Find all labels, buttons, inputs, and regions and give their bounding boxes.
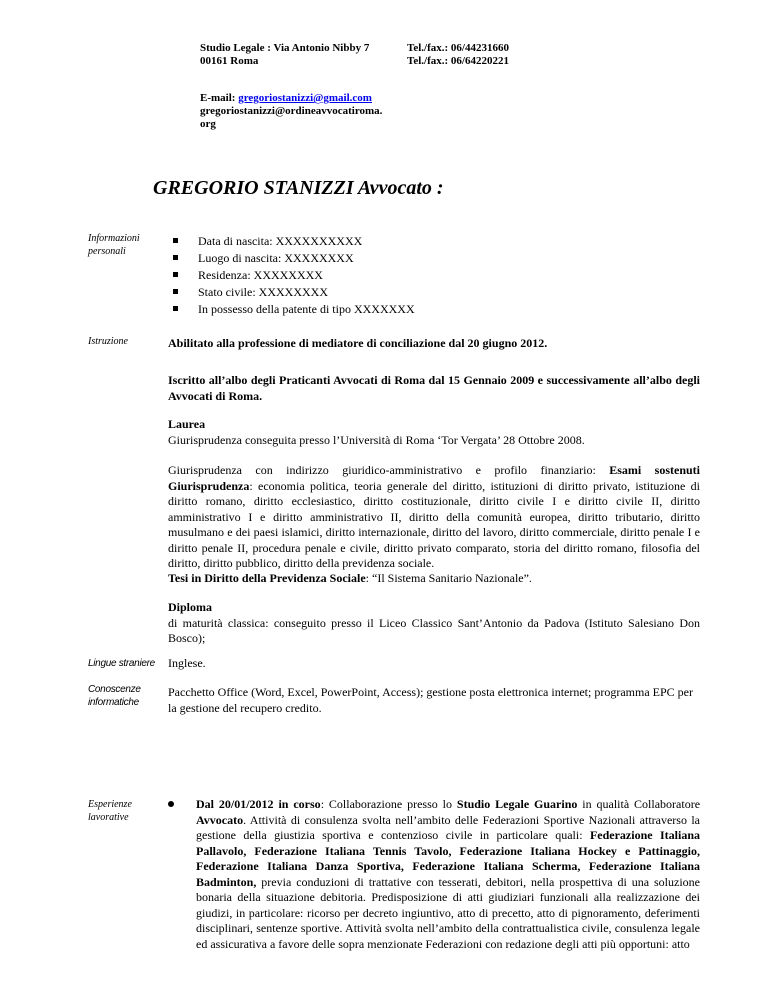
laurea-text: Giurisprudenza conseguita presso l’Università di Roma ‘Tor Vergata’ 28 Ottobre 2008. bbox=[168, 432, 585, 447]
diploma-block bbox=[168, 600, 700, 647]
phone-line-1: Tel./fax.: 06/44231660 bbox=[407, 42, 509, 54]
email2-line-1: gregoriostanizzi@ordineavvocatiroma. bbox=[200, 105, 383, 117]
list-item: Luogo di nascita: XXXXXXXX bbox=[173, 250, 415, 267]
list-item: Residenza: XXXXXXXX bbox=[173, 267, 415, 284]
section-label-languages: Lingue straniere bbox=[88, 658, 155, 669]
phone-line-2: Tel./fax.: 06/64220221 bbox=[407, 55, 509, 67]
header-phones bbox=[407, 42, 509, 68]
list-item: Data di nascita: XXXXXXXXXX bbox=[173, 233, 415, 250]
experience-entry bbox=[168, 797, 700, 994]
header-email bbox=[200, 92, 382, 131]
page-title: GREGORIO STANIZZI Avvocato : bbox=[153, 177, 444, 199]
experience-text: Dal 20/01/2012 in corso: Collaborazione presso lo Studio Legale Guarino in qualità Collaboratore Avvocato. Attività di consulenza svolta nell’ambito delle Federazioni Sportive Nazionali attraverso la gestione della giustizia sportiva e contenzioso civile in particolare quali: Federazione Italiana Pallavolo, Federazione Italiana Tennis Tavolo, Federazione Italiana Hockey e Pattinaggio, Federazione Italiana Danza Sportiva, Federazione Italiana Scherma, Federazione Italiana Badminton, previa conduzioni di trattative con tesserati, debitori, nella prospettiva di una soluzione bonaria della situazione debitoria. Predisposizione di atti giudiziari funzionali alla realizzazione dei giudizi, in particolare: ricorso per decreto ingiuntivo, atto di precetto, atto di pignoramento, deferimenti disciplinari, sentenze sportive. Attività svolta nell’ambito della contrattualistica civile, consulenza legale ed assicurativa a favore delle sopra menzionate Federazioni con redazione degli atti più opportuni: atto bbox=[196, 797, 700, 951]
email-line bbox=[200, 92, 382, 105]
tesi-label: Tesi in Diritto della Previdenza Sociale bbox=[168, 571, 366, 585]
mediatore-text: Abilitato alla professione di mediatore di conciliazione dal 20 giugno 2012. bbox=[168, 336, 548, 350]
email-label: E-mail: bbox=[200, 92, 236, 104]
section-label-education: Istruzione bbox=[88, 336, 128, 347]
laurea-block bbox=[168, 417, 700, 448]
list-item: In possesso della patente di tipo XXXXXXX bbox=[173, 301, 415, 318]
section-label-computer: Conoscenze informatiche bbox=[88, 684, 141, 708]
languages-text: Inglese. bbox=[168, 656, 206, 670]
list-item: Stato civile: XXXXXXXX bbox=[173, 284, 415, 301]
esami-text: : economia politica, teoria generale del diritto, istituzioni di diritto privato, istituzione di diritto romano, diritto ecclesiastico, diritto costituzionale, diritto civile I e diritto civile II, diritto amministrativo I e diritto amministrativo II, diritto della comunità europea, diritto tributario, diritto musulmano e dei paesi islamici, diritto internazionale, diritto del lavoro, diritto commerciale, diritto penale I e diritto penale II, procedura penale e civile, diritto privato comparato, storia del diritto romano, filosofia del diritto, diritto pubblico, diritto della previdenza sociale. bbox=[168, 478, 700, 570]
personal-info-list bbox=[173, 233, 415, 318]
address-line-1: Studio Legale : Via Antonio Nibby 7 bbox=[200, 42, 370, 54]
tesi-line bbox=[168, 571, 700, 587]
email2-line-2: org bbox=[200, 118, 216, 130]
computer-text: Pacchetto Office (Word, Excel, PowerPoint, Access); gestione posta elettronica internet; programma EPC per la gestione del recupero credito. bbox=[168, 685, 693, 715]
section-label-experience: Esperienze lavorative bbox=[88, 799, 132, 823]
esami-label: Esami sostenuti Giurisprudenza bbox=[168, 463, 700, 493]
esami-paragraph bbox=[168, 463, 700, 572]
tesi-text: : “Il Sistema Sanitario Nazionale”. bbox=[365, 571, 532, 585]
diploma-text: di maturità classica: conseguito presso il Liceo Classico Sant’Antonio da Padova (Istituto Salesiano Don Bosco); bbox=[168, 615, 700, 645]
address-line-2: 00161 Roma bbox=[200, 55, 259, 67]
section-label-personal: Informazioni personali bbox=[88, 233, 140, 257]
email-link[interactable]: gregoriostanizzi@gmail.com bbox=[238, 92, 372, 104]
albo-text: Iscritto all’albo degli Praticanti Avvocati di Roma dal 15 Gennaio 2009 e successivamente all’albo degli Avvocati di Roma. bbox=[168, 373, 700, 403]
header-address bbox=[200, 42, 369, 68]
diploma-heading: Diploma bbox=[168, 600, 213, 614]
laurea-heading: Laurea bbox=[168, 417, 206, 431]
indirizzo-intro: Giurisprudenza con indirizzo giuridico-amministrativo e profilo finanziario: bbox=[168, 463, 610, 477]
bullet-icon bbox=[168, 801, 174, 807]
